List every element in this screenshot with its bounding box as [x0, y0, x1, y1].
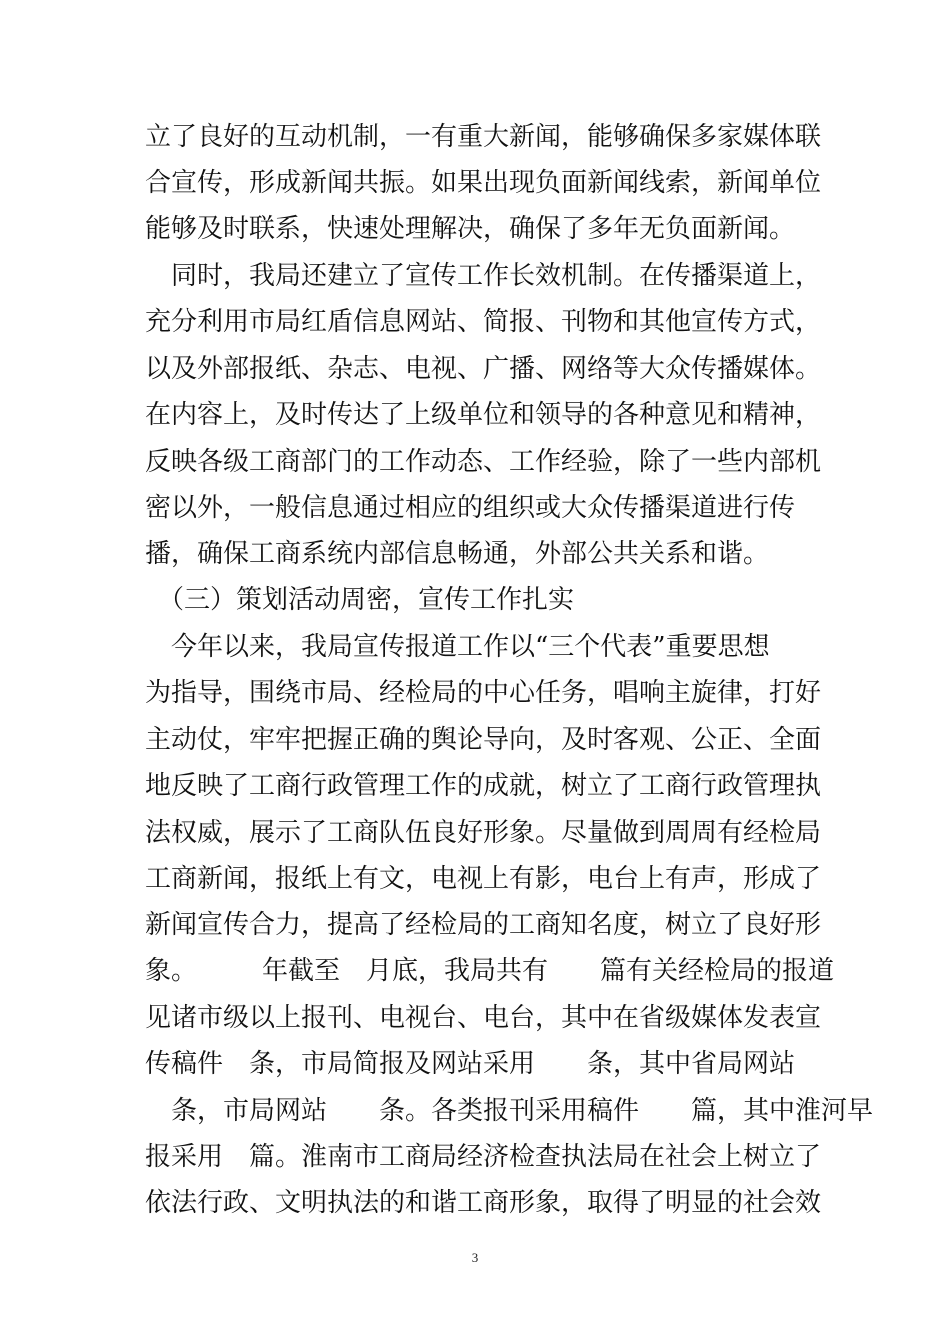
text-line: 传稿件 条，市局简报及网站采用 条，其中省局网站	[145, 1049, 796, 1079]
text-line: 工商新闻，报纸上有文，电视上有影，电台上有声，形成了	[145, 864, 822, 894]
section-heading: （三）策划活动周密，宣传工作扎实	[145, 585, 575, 615]
text-line: 条，市局网站 条。各类报刊采用稿件 篇，其中淮河早	[145, 1096, 874, 1126]
text-line: 法权威，展示了工商队伍良好形象。尽量做到周周有经检局	[145, 818, 822, 848]
text-line: 以及外部报纸、杂志、电视、广播、网络等大众传播媒体。	[145, 354, 822, 384]
text-line: 充分利用市局红盾信息网站、简报、刊物和其他宣传方式，	[145, 307, 822, 337]
text-line: 立了良好的互动机制，一有重大新闻，能够确保多家媒体联	[145, 122, 822, 152]
text-line: 见诸市级以上报刊、电视台、电台，其中在省级媒体发表宣	[145, 1003, 822, 1033]
text-line: 新闻宣传合力，提高了经检局的工商知名度，树立了良好形	[145, 910, 822, 940]
text-line: 为指导，围绕市局、经检局的中心任务，唱响主旋律，打好	[145, 678, 822, 708]
text-line: 能够及时联系，快速处理解决，确保了多年无负面新闻。	[145, 214, 796, 244]
text-line: 主动仗，牢牢把握正确的舆论导向，及时客观、公正、全面	[145, 725, 822, 755]
text-line: 在内容上，及时传达了上级单位和领导的各种意见和精神，	[145, 400, 822, 430]
text-line: 象。 年截至 月底，我局共有 篇有关经检局的报道	[145, 956, 835, 986]
text-line: 密以外，一般信息通过相应的组织或大众传播渠道进行传	[145, 493, 796, 523]
text-line: 反映各级工商部门的工作动态、工作经验，除了一些内部机	[145, 447, 822, 477]
text-line: 播，确保工商系统内部信息畅通，外部公共关系和谐。	[145, 539, 770, 569]
text-line: 同时，我局还建立了宣传工作长效机制。在传播渠道上，	[145, 261, 822, 291]
text-line: 依法行政、文明执法的和谐工商形象，取得了明显的社会效	[145, 1188, 822, 1218]
text-line: 今年以来，我局宣传报道工作以“三个代表”重要思想	[145, 632, 770, 662]
text-line: 合宣传，形成新闻共振。如果出现负面新闻线索，新闻单位	[145, 168, 822, 198]
page-number: 3	[471, 1250, 479, 1265]
text-line: 地反映了工商行政管理工作的成就，树立了工商行政管理执	[145, 771, 822, 801]
text-line: 报采用 篇。淮南市工商局经济检查执法局在社会上树立了	[145, 1142, 822, 1172]
